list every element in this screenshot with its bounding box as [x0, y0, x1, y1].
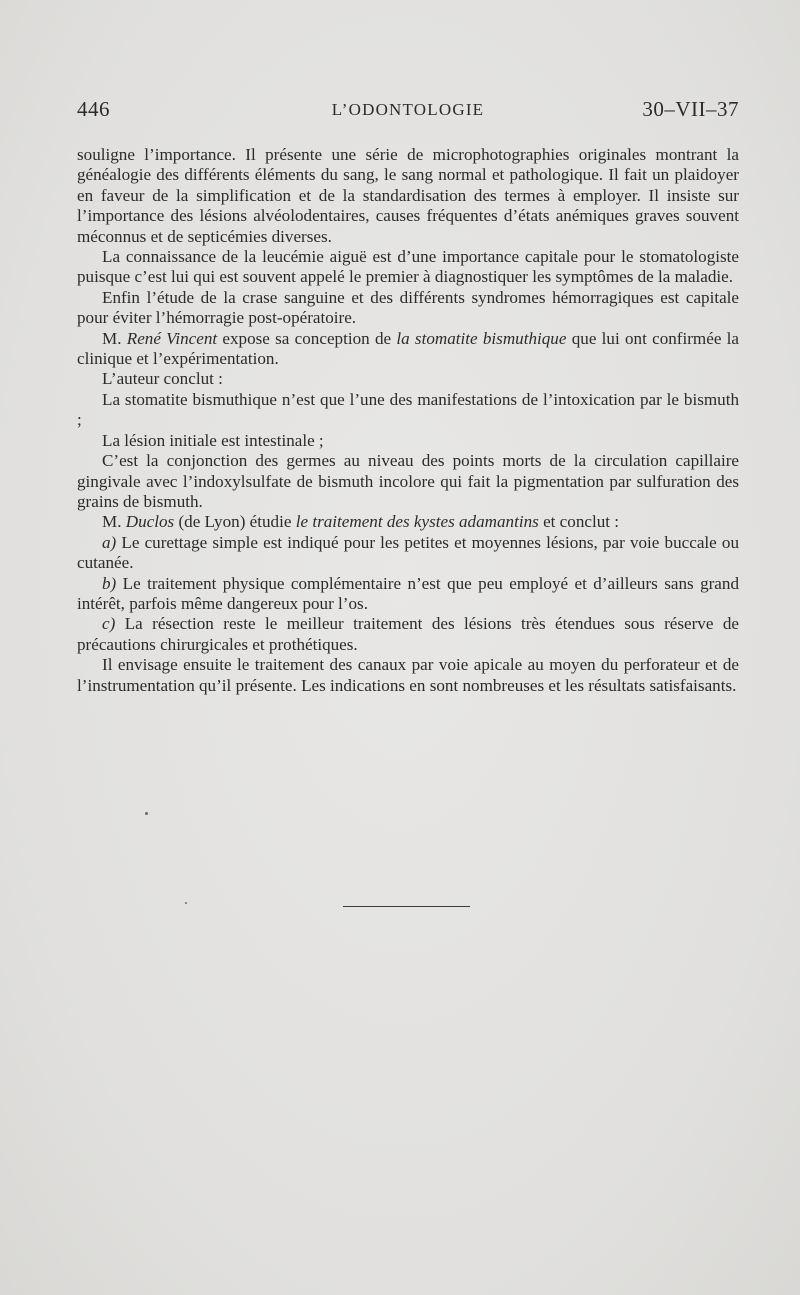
text-run: expose sa conception de — [217, 328, 397, 348]
paragraph: C’est la conjonction des germes au niveau des points morts de la circulation capillaire gingivale avec l’indoxylsulfate de bismuth incolore qui fait la pigmentation par sulfuration des grains de bismuth. — [77, 451, 739, 511]
text-run: La résection reste le meilleur traitement des lésions très étendues sous réserve de précautions chirurgicales et prothétiques. — [77, 614, 739, 654]
list-label: a) — [102, 532, 117, 552]
ink-speck — [145, 812, 148, 815]
author-name: René Vincent — [126, 328, 218, 348]
text-run: (de Lyon) étudie — [174, 512, 296, 532]
paragraph — [77, 533, 739, 574]
paragraph — [77, 512, 739, 532]
paragraph: Enfin l’étude de la crase sanguine et des différents syndromes hémorragiques est capitale pour éviter l’hémorragie post-opératoire. — [77, 287, 739, 328]
text-run: Le traitement physique complémentaire n’est que peu employé et d’ailleurs sans grand intérêt, parfois même dangereux pour l’os. — [77, 573, 739, 613]
running-title: L’ODONTOLOGIE — [331, 100, 485, 119]
topic-title: le traitement des kystes adamantins — [295, 512, 539, 532]
paragraph: La connaissance de la leucémie aiguë est d’une importance capitale pour le stomatologiste puisque c’est lui qui est souvent appelé le premier à diagnostiquer les symptômes de la maladie. — [77, 247, 739, 287]
page-header — [77, 97, 739, 127]
author-name: Duclos — [125, 512, 175, 532]
ink-speck — [185, 902, 187, 904]
paragraph: L’auteur conclut : — [102, 369, 223, 389]
section-divider — [343, 906, 470, 907]
text-run: que lui ont confirmée la clinique et l’expérimentation. — [77, 328, 740, 369]
list-label: b) — [102, 573, 117, 593]
paragraph — [77, 329, 739, 370]
text-run: et conclut : — [538, 512, 620, 532]
paragraph: Il envisage ensuite le traitement des canaux par voie apicale au moyen du perforateur et de l’instrumentation qu’il présente. Les indications en sont nombreuses et les résultats satisfaisants. — [77, 655, 739, 695]
paragraph — [77, 574, 739, 615]
text-run: M. — [102, 512, 126, 532]
text-run: M. — [102, 328, 127, 348]
paragraph: La lésion initiale est intestinale ; — [102, 430, 324, 450]
list-label: c) — [102, 614, 116, 634]
paragraph — [77, 614, 739, 655]
article-body — [77, 145, 739, 696]
topic-title: la stomatite bismuthique — [396, 328, 567, 348]
paragraph: souligne l’importance. Il présente une série de microphotographies originales montrant la généalogie des différents éléments du sang, le sang normal et pathologique. Il fait un plaidoyer en faveur de la simplification et de la standardisation des termes à employer. Il insiste sur l’importance des lésions alvéolodentaires, causes fréquentes d’états anémiques graves souvent méconnus et de septicémies diverses. — [77, 145, 739, 246]
paragraph: La stomatite bismuthique n’est que l’une des manifestations de l’intoxication par le bismuth ; — [77, 389, 739, 430]
issue-date: 30–VII–37 — [642, 97, 739, 121]
text-run: Le curettage simple est indiqué pour les petites et moyennes lésions, par voie buccale ou cutanée. — [77, 532, 739, 573]
page-number: 446 — [77, 97, 110, 121]
